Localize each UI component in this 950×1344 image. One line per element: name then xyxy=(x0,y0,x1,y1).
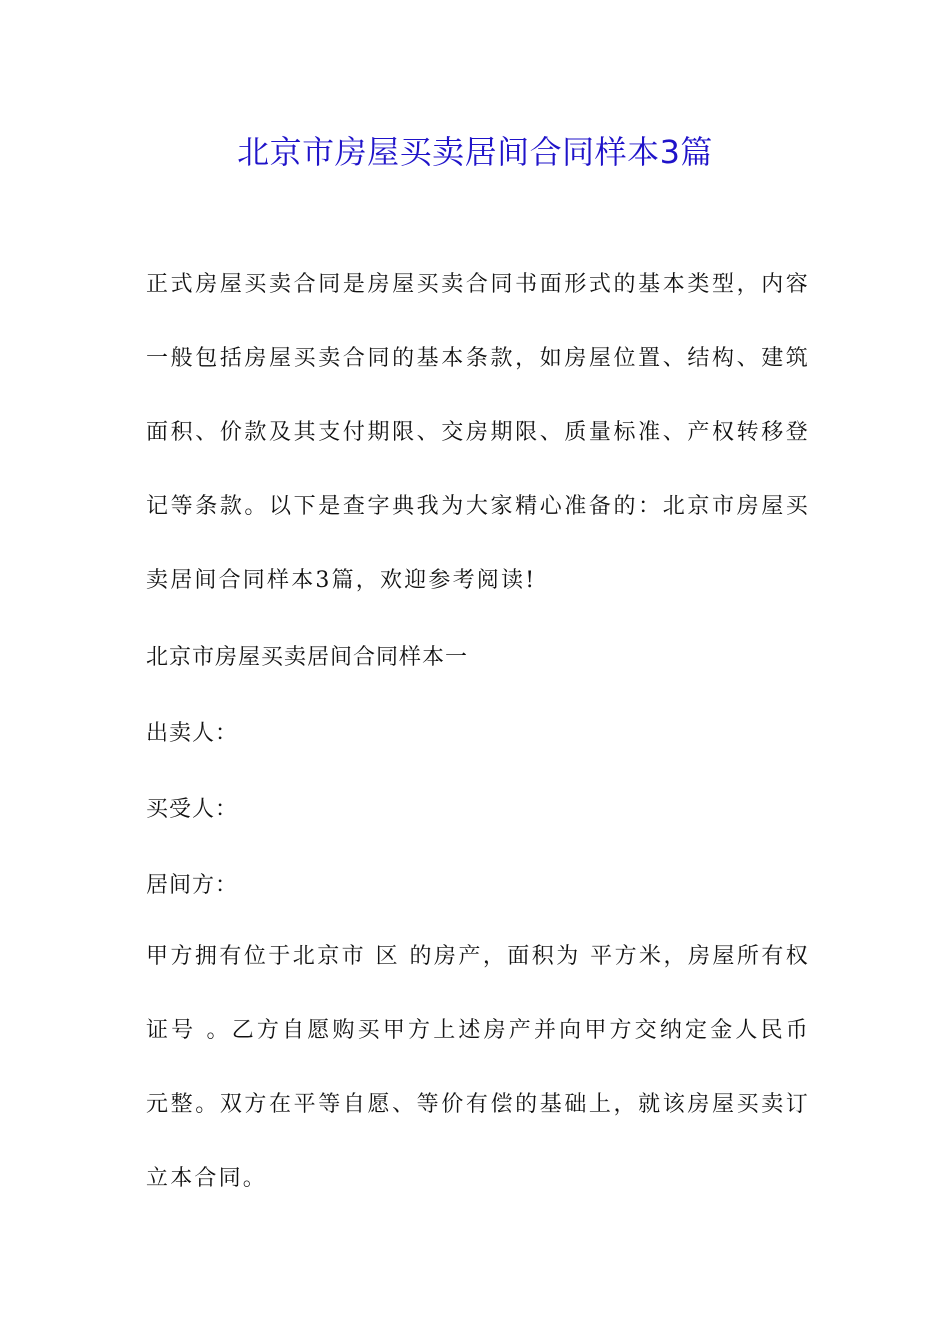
seller-label: 出卖人： xyxy=(146,721,239,746)
document-title: 北京市房屋买卖居间合同样本3篇 xyxy=(237,133,713,171)
broker-label: 居间方： xyxy=(146,873,239,898)
section-heading: 北京市房屋买卖居间合同样本一 xyxy=(146,645,469,670)
intro-paragraph: 正式房屋买卖合同是房屋买卖合同书面形式的基本类型，内容一般包括房屋买卖合同的基本条款，如房屋位置、结构、建筑面积、价款及其支付期限、交房期限、质量标准、产权转移登记等条款。以下是查字典我为大家精心准备的：北京市房屋买卖居间合同样本3篇，欢迎参考阅读! xyxy=(146,272,810,593)
clause-paragraph: 甲方拥有位于北京市 区 的房产，面积为 平方米，房屋所有权证号 。乙方自愿购买甲方上述房产并向甲方交纳定金人民币 元整。双方在平等自愿、等价有偿的基础上，就该房屋买卖订立本合同。 xyxy=(146,944,810,1191)
buyer-label: 买受人： xyxy=(146,797,239,822)
